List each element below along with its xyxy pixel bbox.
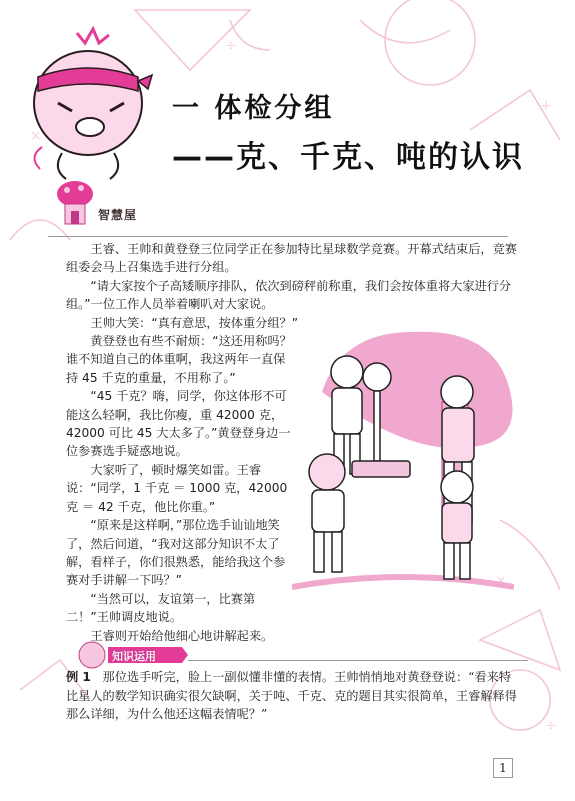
story-paragraph: “45 千克？嗨，同学，你这体形不可能这么轻啊，我比你瘦，重 42000 克，42000 可比 45 大太多了。”黄登登身边一位参赛选手疑惑地说。 <box>66 389 291 459</box>
example-label: 例 1 <box>66 670 91 684</box>
story-paragraph: 王帅大笑：“真有意思，按体重分组？” <box>90 315 299 330</box>
chapter-title: 一 体检分组 <box>172 93 335 124</box>
story-paragraph: 大家听了，顿时爆笑如雷。王睿说：“同学，1 千克 ＝ 1000 克，42000 克 ＝ 42 千克，他比你重。” <box>66 462 288 514</box>
story-paragraph: 王睿、王帅和黄登登三位同学正在参加特比星球数学竞赛。开幕式结束后，竞赛组委会马上召集选手进行分组。 <box>66 242 517 275</box>
example-text: 那位选手听完，脸上一副似懂非懂的表情。王帅悄悄地对黄登登说：“看来特比星人的数学知识确实很欠缺啊，关于吨、千克、克的题目其实很简单，王睿解释得那么详细，为什么他还这幅表情呢？” <box>66 670 517 722</box>
kids-weighing-illustration <box>292 322 514 610</box>
svg-text:×: × <box>30 128 42 144</box>
story-paragraph: “当然可以，友谊第一，比赛第二！”王帅调皮地说。 <box>66 591 256 625</box>
story-paragraph: 黄登登也有些不耐烦：“这还用称吗？谁不知道自己的体重啊，我这两年一直保持 45 千克的重量，不用称了。” <box>66 334 292 385</box>
story-paragraph: 王睿则开始给他细心地讲解起来。 <box>90 628 274 643</box>
chapter-subtitle: ——克、千克、吨的认识 <box>172 140 524 175</box>
section-label-wisdom: 智慧屋 <box>98 208 138 222</box>
section-divider <box>48 236 508 237</box>
section-label-knowledge: 知识运用 <box>112 650 156 663</box>
story-paragraph: “原来是这样啊，”那位选手讪讪地笑了，然后问道，“我对这部分知识不太了解，看样子，你们很熟悉，能给我这个参赛对手讲解一下吗？” <box>66 518 286 588</box>
section-divider <box>188 660 528 661</box>
page-number: 1 <box>493 758 513 778</box>
example-block <box>66 668 522 724</box>
svg-text:×: × <box>495 573 507 589</box>
svg-text:÷: ÷ <box>225 38 237 54</box>
svg-text:+: + <box>540 98 552 114</box>
story-paragraph: “请大家按个子高矮顺序排队，依次到磅秤前称重，我们会按体重将大家进行分组。”一位工作人员举着喇叭对大家说。 <box>66 278 512 312</box>
svg-text:÷: ÷ <box>545 718 557 734</box>
mascot-pink-creature-icon <box>22 25 157 200</box>
mushroom-house-icon <box>56 178 94 226</box>
